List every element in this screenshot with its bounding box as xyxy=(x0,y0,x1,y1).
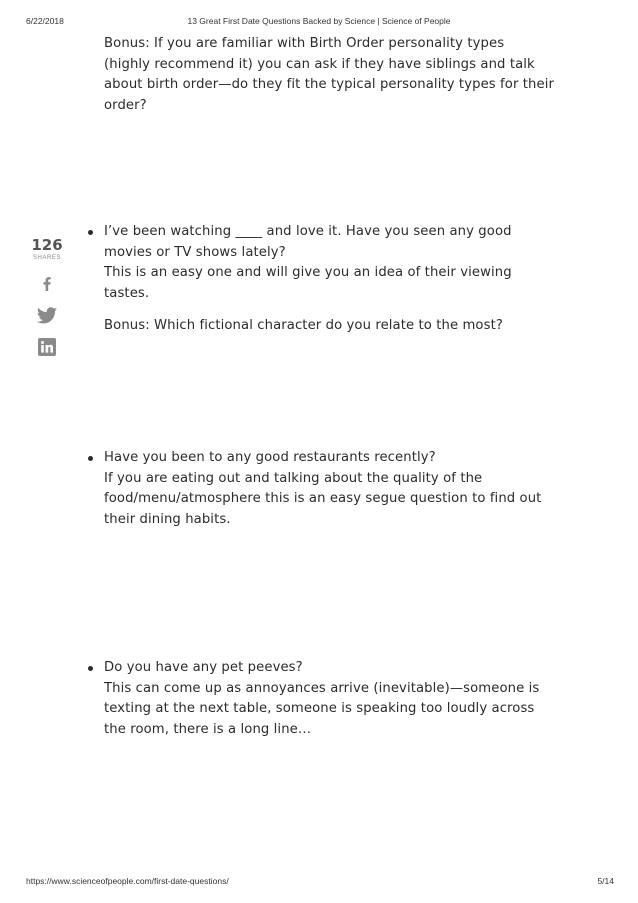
birth-order-bonus-text: Bonus: If you are familiar with Birth Order personality types (highly recommend it) you can ask if they have siblings and talk about birth order—do they fit the typical personality types for their order? xyxy=(104,36,554,113)
print-date: 6/22/2018 xyxy=(26,16,64,26)
print-title: 13 Great First Date Questions Backed by Science | Science of People xyxy=(187,16,451,26)
bullet-icon xyxy=(88,456,93,461)
explanation-text: This is an easy one and will give you an idea of their viewing tastes. xyxy=(104,265,512,301)
explanation-text: This can come up as annoyances arrive (inevitable)—someone is texting at the next table, someone is speaking too loudly across the room, there is a long line… xyxy=(104,680,540,737)
bonus-text: Bonus: Which fictional character do you relate to the most? xyxy=(104,318,503,333)
linkedin-icon[interactable] xyxy=(38,338,56,356)
share-count: 126 xyxy=(31,236,63,254)
bullet-icon xyxy=(88,666,93,671)
page-number: 5/14 xyxy=(597,876,614,886)
explanation-text: If you are eating out and talking about the quality of the food/menu/atmosphere this is an easy segue question to find out their dining habits. xyxy=(104,470,542,527)
list-item xyxy=(104,658,554,740)
birth-order-bonus-block xyxy=(104,34,554,116)
share-label: SHARES xyxy=(32,255,62,261)
list-item xyxy=(104,448,554,530)
question-text: Do you have any pet peeves? xyxy=(104,660,303,675)
social-share-bar xyxy=(28,237,66,356)
facebook-icon[interactable] xyxy=(37,274,57,294)
list-item xyxy=(104,222,554,337)
bullet-icon xyxy=(88,230,93,235)
question-text: I’ve been watching ____ and love it. Have you seen any good movies or TV shows lately? xyxy=(104,224,512,260)
question-text: Have you been to any good restaurants recently? xyxy=(104,450,436,465)
print-url: https://www.scienceofpeople.com/first-date-questions/ xyxy=(26,876,229,886)
twitter-icon[interactable] xyxy=(36,306,58,326)
